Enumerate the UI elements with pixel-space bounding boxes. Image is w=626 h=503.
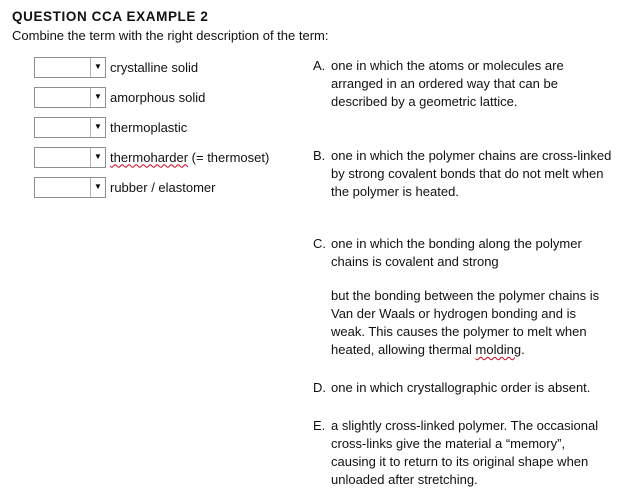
- option-letter: D.: [313, 380, 326, 395]
- term-label-thermoset-alias: (= thermoset): [188, 149, 270, 165]
- term-label-crystalline-solid: crystalline solid: [110, 59, 199, 75]
- option-letter: E.: [313, 418, 326, 433]
- option-text-part-1: one in which the bonding along the polymer chains is covalent and strong: [331, 236, 582, 269]
- question-heading: QUESTION CCA EXAMPLE 2: [12, 9, 209, 24]
- spellcheck-word-molding: molding: [475, 342, 522, 357]
- answer-dropdown-amorphous-solid[interactable]: [34, 87, 106, 108]
- option-text: one in which the atoms or molecules are arranged in an ordered way that can be described by a geometric lattice.: [331, 58, 564, 109]
- option-d: [313, 379, 613, 397]
- dropdown-arrow-icon[interactable]: ▼: [90, 148, 105, 167]
- term-row-thermoharder: [34, 146, 269, 168]
- instruction-text: Combine the term with the right description of the term:: [12, 28, 329, 43]
- option-b: [313, 147, 613, 201]
- term-label-rubber-elastomer: rubber / elastomer: [110, 179, 216, 195]
- option-a: [313, 57, 613, 111]
- option-text: one in which the polymer chains are cross-linked by strong covalent bonds that do not melt when the polymer is heated.: [331, 148, 612, 199]
- option-letter: C.: [313, 236, 326, 251]
- term-label-thermoharder: [110, 150, 269, 165]
- option-c: [313, 235, 613, 359]
- answer-dropdown-rubber-elastomer[interactable]: [34, 177, 106, 198]
- option-text: a slightly cross-linked polymer. The occasional cross-links give the material a “memory”, causing it to return to its original shape when unloaded after stretching.: [331, 418, 599, 487]
- term-row-amorphous-solid: [34, 86, 205, 108]
- dropdown-arrow-icon[interactable]: ▼: [90, 58, 105, 77]
- dropdown-arrow-icon[interactable]: ▼: [90, 178, 105, 197]
- option-text: [331, 235, 613, 359]
- term-label-amorphous-solid: amorphous solid: [110, 89, 206, 105]
- term-label-thermoplastic: thermoplastic: [110, 119, 188, 135]
- dropdown-arrow-icon[interactable]: ▼: [90, 88, 105, 107]
- term-row-rubber-elastomer: [34, 176, 216, 198]
- option-letter: A.: [313, 58, 326, 73]
- option-e: [313, 417, 613, 489]
- option-text: one in which crystallographic order is absent.: [331, 380, 591, 395]
- dropdown-arrow-icon[interactable]: ▼: [90, 118, 105, 137]
- option-letter: B.: [313, 148, 326, 163]
- spellcheck-word-thermoharder: thermoharder: [110, 149, 189, 165]
- option-text-part-2: but the bonding between the polymer chains is Van der Waals or hydrogen bonding and is weak. This causes the polymer to melt when heated, allowing thermal molding.: [331, 288, 600, 357]
- answer-dropdown-crystalline-solid[interactable]: [34, 57, 106, 78]
- term-row-crystalline-solid: [34, 56, 198, 78]
- term-row-thermoplastic: [34, 116, 187, 138]
- answer-dropdown-thermoplastic[interactable]: [34, 117, 106, 138]
- answer-dropdown-thermoharder[interactable]: [34, 147, 106, 168]
